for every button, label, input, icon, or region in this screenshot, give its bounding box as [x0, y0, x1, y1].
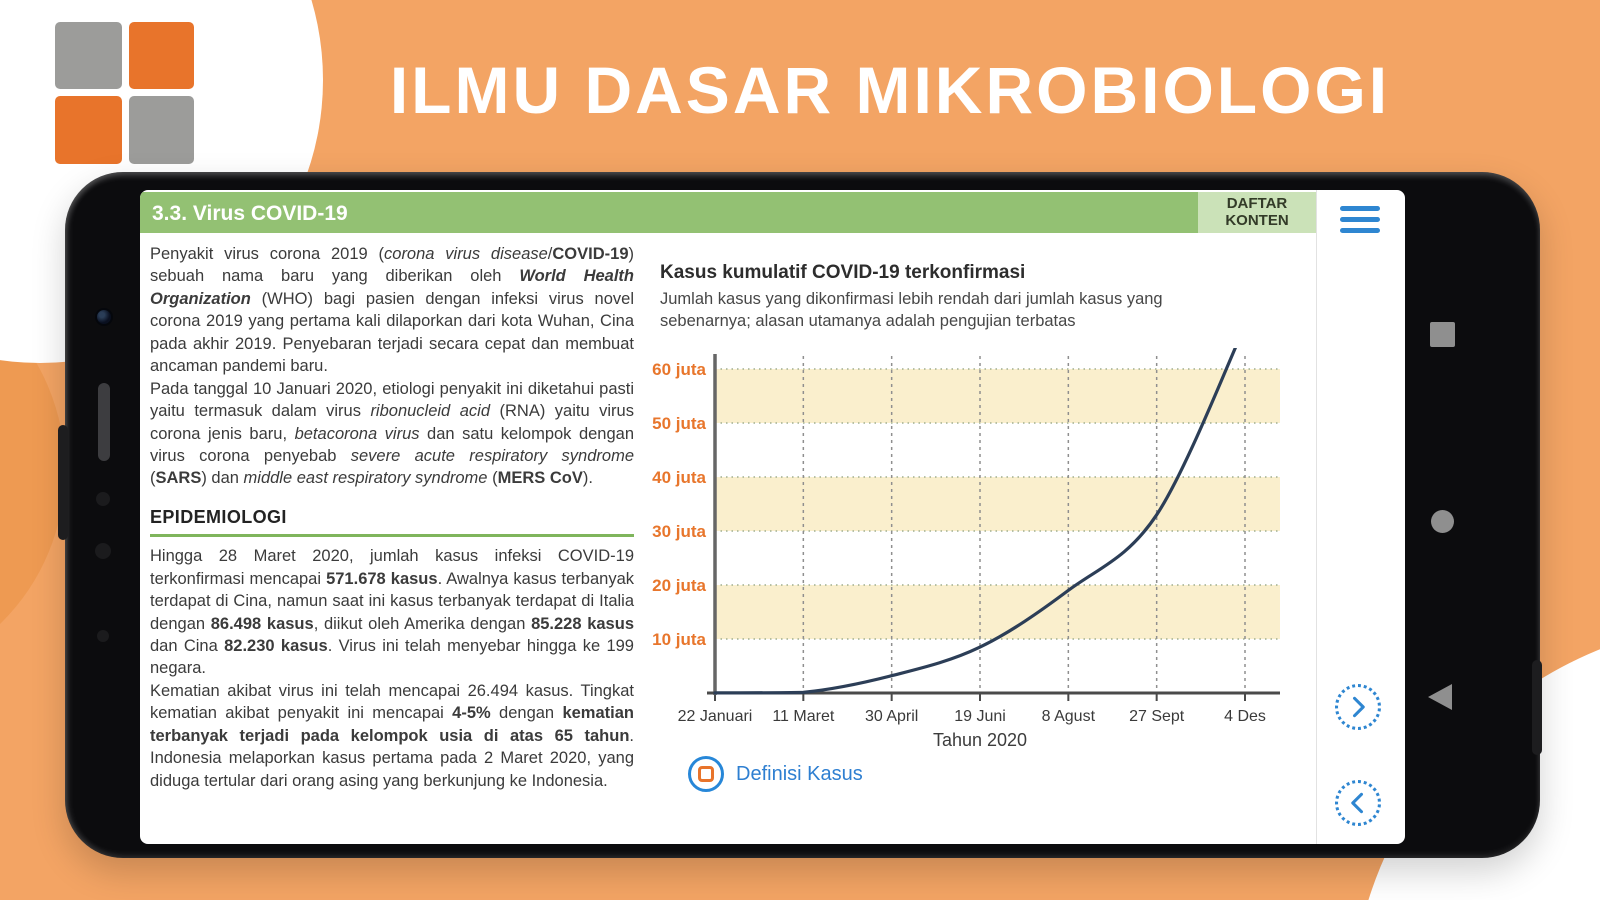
y-tick-label: 50 juta	[652, 414, 706, 433]
chart-subtitle: Jumlah kasus yang dikonfirmasi lebih rendah dari jumlah kasus yang sebenarnya; alasan utamanya adalah pengujian terbatas	[660, 290, 1163, 330]
chart-band	[715, 477, 1280, 531]
chart-x-axis-label: Tahun 2020	[932, 730, 1028, 750]
earpiece-speaker	[98, 383, 110, 461]
phone-power-button	[1532, 660, 1542, 755]
front-camera	[95, 308, 113, 326]
next-page-button[interactable]	[1335, 684, 1381, 730]
app-screen	[140, 190, 1405, 844]
definition-icon	[688, 756, 724, 792]
chapter-header-bar	[140, 192, 1198, 233]
y-tick-label: 30 juta	[652, 522, 706, 541]
menu-bar	[1340, 217, 1380, 222]
logo-square-orange-bl	[55, 96, 122, 164]
section-heading-underline	[150, 534, 634, 537]
x-tick-label: 8 Agust	[1041, 708, 1096, 725]
app-logo	[55, 15, 235, 167]
x-tick-label: 27 Sept	[1129, 708, 1185, 725]
proximity-sensor	[96, 492, 110, 506]
paragraph-intro: Penyakit virus corona 2019 (corona virus disease/COVID-19) sebuah nama baru yang diberikan oleh World Health Organization (WHO) bagi pasien dengan infeksi virus novel corona 2019 yang pertama kali dilaporkan dari kota Wuhan, Cina pada akhir 2019. Penyebaran terjadi secara cepat dan membuat ancaman pandemi baru.	[150, 245, 635, 376]
chevron-left-icon	[1338, 780, 1378, 826]
section-heading: EPIDEMIOLOGI	[150, 506, 287, 527]
sidebar-divider	[1316, 190, 1317, 844]
chart-band	[715, 585, 1280, 639]
x-tick-label: 4 Des	[1224, 708, 1266, 725]
android-back-icon[interactable]	[1428, 684, 1452, 710]
x-tick-label: 11 Maret	[772, 708, 835, 725]
x-tick-label: 30 April	[864, 708, 919, 725]
phone-volume-button	[58, 425, 68, 540]
daftar-konten-label: DAFTAR KONTEN	[1225, 195, 1289, 229]
logo-square-gray-tl	[55, 22, 122, 89]
notification-led	[97, 630, 109, 642]
y-tick-label: 40 juta	[652, 468, 706, 487]
y-tick-label: 10 juta	[652, 630, 706, 649]
menu-bar	[1340, 206, 1380, 211]
chevron-right-icon	[1338, 684, 1378, 730]
chapter-title: 3.3. Virus COVID-19	[152, 202, 348, 225]
article-text-column	[150, 243, 634, 792]
logo-square-orange-tr	[129, 22, 194, 89]
menu-bar	[1340, 228, 1380, 233]
definisi-kasus-link[interactable]	[688, 756, 863, 792]
chart-band	[715, 369, 1280, 423]
previous-page-button[interactable]	[1335, 780, 1381, 826]
light-sensor	[95, 543, 111, 559]
daftar-konten-button[interactable]	[1198, 192, 1316, 233]
logo-square-gray-br	[129, 96, 194, 164]
paragraph-etiology: Pada tanggal 10 Januari 2020, etiologi penyakit ini diketahui pasti yaitu termasuk dalam virus ribonucleid acid (RNA) yaitu virus corona jenis baru, betacorona virus dan satu kelompok dengan virus corona penyebab severe acute respiratory syndrome (SARS) dan middle east respiratory syndrome (MERS CoV).	[150, 379, 635, 488]
android-home-icon[interactable]	[1431, 510, 1454, 533]
hamburger-menu-icon[interactable]	[1340, 206, 1380, 239]
y-tick-label: 60 juta	[652, 360, 706, 379]
hero-title: ILMU DASAR MIKROBIOLOGI	[389, 53, 1391, 127]
x-tick-label: 22 Januari	[677, 708, 753, 725]
document-glyph-icon	[698, 766, 714, 782]
definisi-kasus-label: Definisi Kasus	[736, 762, 863, 785]
android-recents-icon[interactable]	[1430, 322, 1455, 347]
y-tick-label: 20 juta	[652, 576, 706, 595]
paragraph-cases: Hingga 28 Maret 2020, jumlah kasus infeksi COVID-19 terkonfirmasi mencapai 571.678 kasus. Awalnya kasus terbanyak terdapat di Cina, namun saat ini kasus terbanyak terdapat di Italia dengan 86.498 kasus, diikut oleh Amerika dengan 85.228 kasus dan Cina 82.230 kasus. Virus ini telah menyebar hingga ke 199 negara.	[150, 547, 635, 678]
cases-line-chart	[645, 348, 1300, 748]
x-tick-label: 19 Juni	[954, 708, 1006, 725]
paragraph-deaths: Kematian akibat virus ini telah mencapai 26.494 kasus. Tingkat kematian akibat penyakit ini mencapai 4-5% dengan kematian terbanyak terjadi pada kelompok usia di atas 65 tahun. Indonesia melaporkan kasus pertama pada 2 Maret 2020, yang diduga tertular dari orang asing yang berkunjung ke Indonesia.	[150, 681, 634, 790]
chart-title: Kasus kumulatif COVID-19 terkonfirmasi	[660, 262, 1026, 283]
